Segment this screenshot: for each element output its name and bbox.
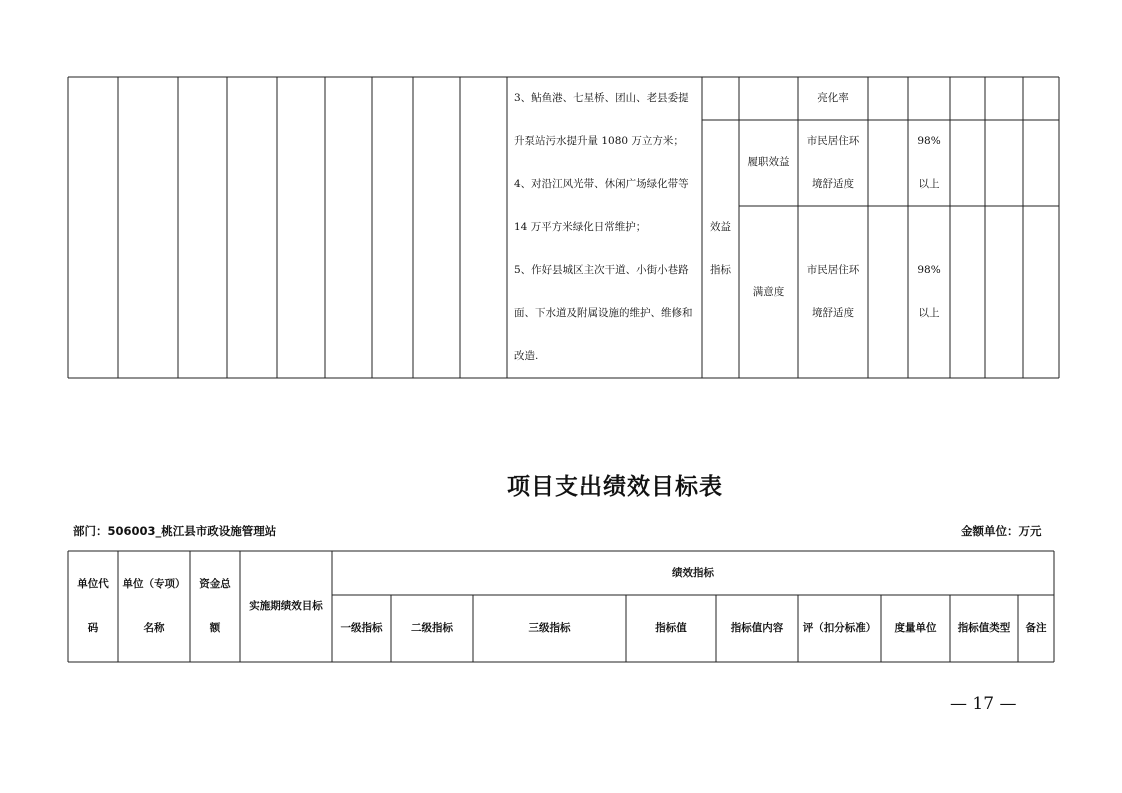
level3-indicator: 市民居住环 [806, 264, 860, 276]
level1-indicator: 指标 [710, 264, 731, 276]
header-scoring: 评（扣分标准） [802, 622, 877, 634]
header-level3: 三级指标 [528, 622, 571, 634]
header-notes: 备注 [1025, 622, 1047, 634]
header-unit-name: 名称 [143, 622, 165, 634]
header-level2: 二级指标 [411, 622, 453, 634]
header-value-type: 指标值类型 [957, 622, 1011, 634]
performance-targets-line: 4、对沿江风光带、休闲广场绿化带等 [514, 178, 689, 190]
performance-targets-line: 升泵站污水提升量 1080 万立方米； [514, 135, 684, 147]
header-total-funds: 资金总 [199, 578, 231, 590]
indicator-value: 以上 [918, 307, 940, 319]
performance-targets-line: 14 万平方米绿化日常维护； [514, 221, 647, 233]
indicator-value: 以上 [918, 178, 940, 190]
page-number: — 17 — [950, 694, 1017, 714]
performance-targets-line: 改造. [514, 350, 539, 362]
header-value: 指标值 [655, 622, 687, 634]
page-title: 项目支出绩效目标表 [507, 474, 723, 500]
performance-targets-line: 3、鲇鱼港、七星桥、团山、老县委提 [514, 92, 689, 104]
level3-indicator: 亮化率 [817, 92, 849, 104]
header-performance-indicators: 绩效指标 [672, 567, 714, 579]
header-unit-code: 码 [87, 622, 99, 634]
indicator-value: 98% [917, 264, 941, 276]
header-value-content: 指标值内容 [730, 622, 784, 634]
level2-indicator: 满意度 [752, 286, 785, 298]
level1-indicator: 效益 [710, 221, 731, 233]
level3-indicator: 境舒适度 [812, 307, 854, 319]
header-performance-targets: 实施期绩效目标 [249, 600, 323, 612]
header-unit-code: 单位代 [77, 578, 109, 590]
department-label: 部门：506003_桃江县市政设施管理站 [73, 524, 277, 538]
header-measure-unit: 度量单位 [894, 622, 937, 634]
header-level1: 一级指标 [340, 622, 383, 634]
level3-indicator: 市民居住环 [806, 135, 860, 147]
header-total-funds: 额 [209, 622, 221, 634]
level3-indicator: 境舒适度 [812, 178, 854, 190]
performance-targets-line: 5、作好县城区主次干道、小街小巷路 [514, 264, 689, 276]
level2-indicator: 履职效益 [747, 156, 790, 168]
performance-targets-line: 面、下水道及附属设施的维护、维修和 [514, 307, 693, 319]
header-unit-name: 单位（专项） [122, 578, 186, 590]
indicator-value: 98% [917, 135, 941, 147]
amount-unit-label: 金额单位：万元 [961, 524, 1042, 538]
